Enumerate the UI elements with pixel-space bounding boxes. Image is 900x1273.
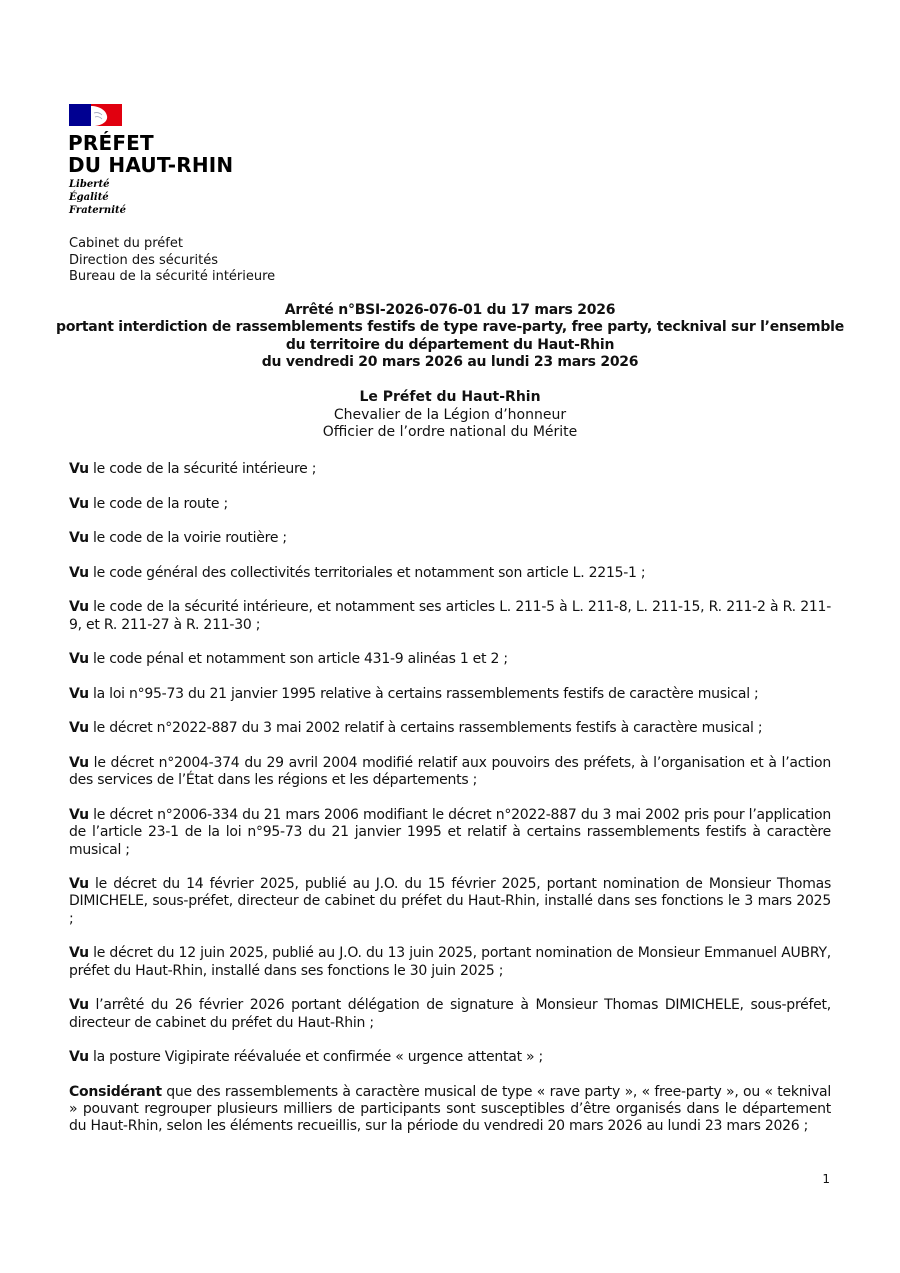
paragraph-lead: Vu <box>69 651 89 668</box>
decree-title-line: du territoire du département du Haut-Rhin <box>285 336 615 353</box>
paragraph-text: le code pénal et notamment son article 431-9 alinéas 1 et 2 ; <box>88 651 508 668</box>
visa-paragraph <box>69 461 831 478</box>
paragraph-text: le décret n°2006-334 du 21 mars 2006 modifiant le décret n°2022-887 du 3 mai 2002 pris pour l’application de l’article 23-1 de la loi n°95-73 du 21 janvier 1995 et relatif à certains rassemblements festifs à caractère musical ; <box>69 806 831 858</box>
paragraph-lead: Vu <box>69 461 89 477</box>
paragraph-lead: Vu <box>69 1049 89 1066</box>
prefet-distinction: Chevalier de la Légion d’honneur <box>333 406 567 423</box>
paragraph-lead: Vu <box>69 599 89 616</box>
paragraph-lead: Vu <box>69 755 89 772</box>
visa-paragraph <box>69 755 831 790</box>
paragraph-text: que des rassemblements à caractère musical de type « rave party », « free-party », ou « teknival » pouvant regrouper plusieurs milliers de participants sont susceptibles d’être organisés dans le département du Haut-Rhin, selon les éléments recueillis, sur la période du vendredi 20 mars 2026 au lundi 23 mars 2026 ; <box>69 1083 831 1135</box>
visa-paragraph <box>69 496 831 513</box>
paragraph-text: la posture Vigipirate réévaluée et confirmée « urgence attentat » ; <box>88 1049 544 1066</box>
visa-paragraph <box>69 807 831 859</box>
prefecture-name <box>68 132 233 176</box>
paragraph-lead: Vu <box>69 495 89 512</box>
paragraph-text: le code de la sécurité intérieure, et notamment ses articles L. 211-5 à L. 211-8, L. 211-15, R. 211-2 à R. 211-9, et R. 211-27 à R. 211-30 ; <box>69 599 831 633</box>
prefet-credentials <box>150 389 750 442</box>
paragraph-lead: Vu <box>69 530 89 547</box>
visa-paragraph <box>69 651 831 668</box>
prefet-distinction: Officier de l’ordre national du Mérite <box>322 424 578 440</box>
decree-title-line: du vendredi 20 mars 2026 au lundi 23 mars 2026 <box>261 353 639 370</box>
visa-paragraph <box>69 876 831 928</box>
motto-liberte: Liberté <box>69 179 110 190</box>
paragraph-text: la loi n°95-73 du 21 janvier 1995 relative à certains rassemblements festifs de caractère musical ; <box>88 685 759 702</box>
prefecture-name-line1: PRÉFET <box>68 131 154 155</box>
paragraph-text: le code de la sécurité intérieure ; <box>88 461 317 477</box>
decree-title-line: Arrêté n°BSI-2026-076-01 du 17 mars 2026 <box>284 302 616 318</box>
paragraph-lead: Vu <box>69 997 89 1014</box>
paragraph-text: le décret du 14 février 2025, publié au J.O. du 15 février 2025, portant nomination de Monsieur Thomas DIMICHELE, sous-préfet, directeur de cabinet du préfet du Haut-Rhin, installé dans ses fonctions le 3 mars 2025 ; <box>69 876 831 927</box>
paragraph-text: le code de la route ; <box>88 495 228 512</box>
considerant-paragraph <box>69 1084 831 1136</box>
paragraph-lead: Vu <box>69 685 89 702</box>
paragraph-text: l’arrêté du 26 février 2026 portant délégation de signature à Monsieur Thomas DIMICHELE, sous-préfet, directeur de cabinet du préfet du Haut-Rhin ; <box>69 997 831 1031</box>
decree-title-line: portant interdiction de rassemblements festifs de type rave-party, free party, tecknival sur l’ensemble <box>56 319 844 336</box>
service-line: Cabinet du préfet <box>69 236 183 251</box>
visa-paragraph <box>69 565 831 582</box>
motto-egalite: Égalité <box>69 192 109 203</box>
paragraph-text: le code de la voirie routière ; <box>88 530 287 547</box>
motto-fraternite: Fraternité <box>69 205 126 216</box>
paragraph-text: le code général des collectivités territoriales et notamment son article L. 2215-1 ; <box>88 564 646 581</box>
paragraph-text: le décret n°2004-374 du 29 avril 2004 modifié relatif aux pouvoirs des préfets, à l’organisation et à l’action des services de l’État dans les régions et les départements ; <box>69 755 831 789</box>
paragraph-lead: Vu <box>69 564 89 581</box>
prefet-title: Le Préfet du Haut-Rhin <box>359 389 541 405</box>
service-line: Direction des sécurités <box>69 252 218 268</box>
issuing-services <box>69 236 275 286</box>
visa-paragraph <box>69 686 831 703</box>
decree-title <box>40 302 860 371</box>
paragraph-lead: Considérant <box>69 1083 162 1100</box>
paragraph-lead: Vu <box>69 806 89 823</box>
page-number: 1 <box>822 1172 830 1186</box>
paragraph-text: le décret n°2022-887 du 3 mai 2002 relatif à certains rassemblements festifs à caractère musical ; <box>88 720 763 737</box>
paragraph-lead: Vu <box>69 720 89 737</box>
service-line: Bureau de la sécurité intérieure <box>69 269 276 284</box>
paragraph-lead: Vu <box>69 876 89 893</box>
prefecture-name-line2: DU HAUT-RHIN <box>68 153 234 177</box>
visa-paragraph <box>69 945 831 980</box>
visa-paragraph <box>69 997 831 1032</box>
decree-body <box>69 461 831 1153</box>
visa-paragraph <box>69 599 831 634</box>
visa-paragraph <box>69 720 831 737</box>
marianne-flag-icon <box>69 104 122 126</box>
paragraph-lead: Vu <box>69 945 89 962</box>
visa-paragraph <box>69 1049 831 1066</box>
republic-motto <box>69 178 126 217</box>
paragraph-text: le décret du 12 juin 2025, publié au J.O. du 13 juin 2025, portant nomination de Monsieur Emmanuel AUBRY, préfet du Haut-Rhin, installé dans ses fonctions le 30 juin 2025 ; <box>69 945 831 979</box>
visa-paragraph <box>69 530 831 547</box>
